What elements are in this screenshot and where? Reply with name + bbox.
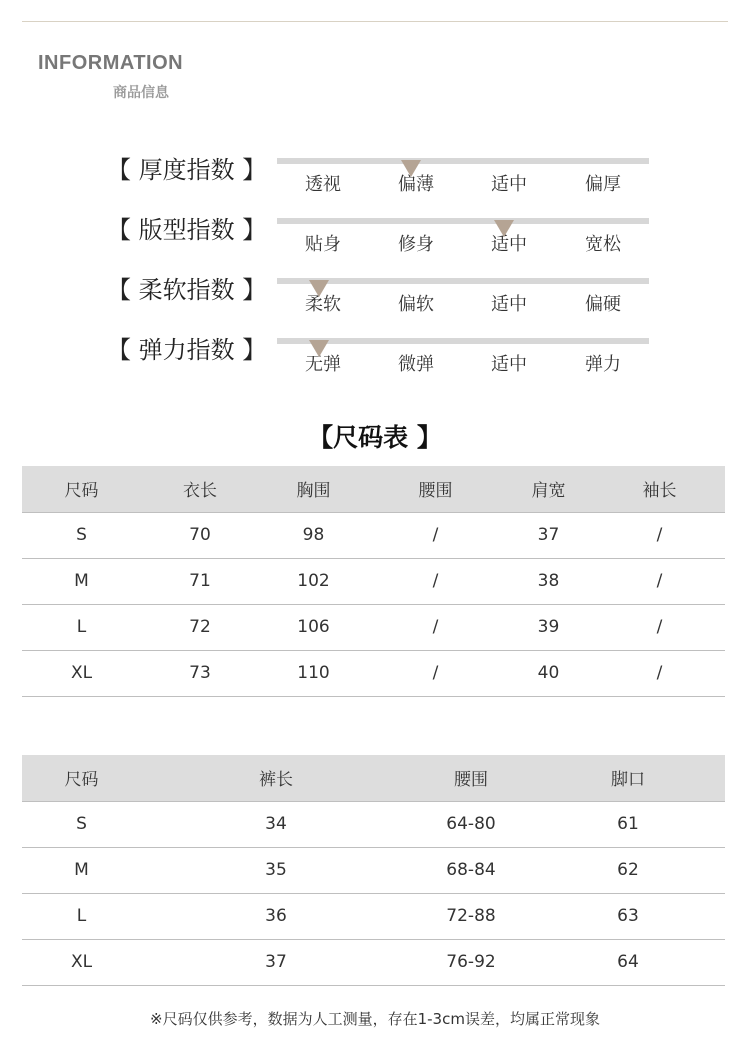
table-cell: 40 bbox=[503, 650, 594, 696]
table-header-cell: 袖长 bbox=[594, 466, 725, 512]
metric-option: 偏厚 bbox=[585, 174, 621, 195]
table-cell: XL bbox=[22, 939, 141, 985]
table-cell: 102 bbox=[259, 558, 368, 604]
table-header-cell: 肩宽 bbox=[503, 466, 594, 512]
metric-option: 适中 bbox=[491, 174, 527, 195]
table-cell: 37 bbox=[503, 512, 594, 558]
metric-label: 【 柔软指数 】 bbox=[107, 276, 267, 304]
table-cell: M bbox=[22, 847, 141, 893]
table-header-cell: 腰围 bbox=[368, 466, 503, 512]
table-cell: S bbox=[22, 801, 141, 847]
metric-option: 偏硬 bbox=[585, 294, 621, 315]
table-cell: 34 bbox=[141, 801, 411, 847]
metric-option: 适中 bbox=[491, 234, 527, 255]
metric-option: 微弹 bbox=[398, 354, 434, 375]
metric-option: 偏薄 bbox=[398, 174, 434, 195]
metric-row bbox=[0, 270, 750, 330]
table-cell: 76-92 bbox=[411, 939, 531, 985]
table-cell: 64 bbox=[531, 939, 725, 985]
table-cell: / bbox=[594, 558, 725, 604]
metric-label: 【 厚度指数 】 bbox=[107, 156, 267, 184]
metric-label: 【 弹力指数 】 bbox=[107, 336, 267, 364]
table-header-cell: 尺码 bbox=[22, 466, 141, 512]
table-cell: 61 bbox=[531, 801, 725, 847]
table-header-cell: 腰围 bbox=[411, 755, 531, 801]
table-cell: L bbox=[22, 893, 141, 939]
metric-label: 【 版型指数 】 bbox=[107, 216, 267, 244]
table-row bbox=[22, 512, 725, 558]
table-cell: 64-80 bbox=[411, 801, 531, 847]
table-cell: 110 bbox=[259, 650, 368, 696]
metric-scale-bar bbox=[277, 338, 649, 344]
table-header-cell: 裤长 bbox=[141, 755, 411, 801]
table-cell: 70 bbox=[141, 512, 259, 558]
table-cell: 106 bbox=[259, 604, 368, 650]
table-cell: / bbox=[594, 650, 725, 696]
table-row bbox=[22, 939, 725, 985]
bottom-size-table bbox=[22, 755, 725, 986]
metric-level-marker bbox=[494, 220, 514, 237]
table-cell: S bbox=[22, 512, 141, 558]
table-cell: / bbox=[368, 558, 503, 604]
table-cell: 63 bbox=[531, 893, 725, 939]
metric-scale-bar bbox=[277, 158, 649, 164]
metric-level-marker bbox=[401, 160, 421, 177]
table-header-cell: 尺码 bbox=[22, 755, 141, 801]
size-disclaimer: ※尺码仅供参考，数据为人工测量，存在1-3cm误差，均属正常现象 bbox=[150, 1010, 600, 1028]
table-cell: / bbox=[594, 512, 725, 558]
table-cell: 71 bbox=[141, 558, 259, 604]
table-cell: 98 bbox=[259, 512, 368, 558]
table-cell: XL bbox=[22, 650, 141, 696]
table-cell: / bbox=[368, 512, 503, 558]
metric-level-marker bbox=[309, 340, 329, 357]
top-divider bbox=[22, 21, 728, 22]
metric-level-marker bbox=[309, 280, 329, 297]
table-header-cell: 胸围 bbox=[259, 466, 368, 512]
metric-option: 适中 bbox=[491, 354, 527, 375]
metric-option: 透视 bbox=[305, 174, 341, 195]
table-cell: 36 bbox=[141, 893, 411, 939]
metric-option: 无弹 bbox=[305, 354, 341, 375]
table-row bbox=[22, 801, 725, 847]
table-cell: 72-88 bbox=[411, 893, 531, 939]
metric-row bbox=[0, 150, 750, 210]
table-cell: 62 bbox=[531, 847, 725, 893]
table-cell: 73 bbox=[141, 650, 259, 696]
table-cell: 35 bbox=[141, 847, 411, 893]
table-cell: / bbox=[368, 604, 503, 650]
metric-option: 宽松 bbox=[585, 234, 621, 255]
size-chart-title: 【尺码表 】 bbox=[308, 423, 442, 452]
table-row bbox=[22, 558, 725, 604]
table-header-cell: 脚口 bbox=[531, 755, 725, 801]
info-title: INFORMATION bbox=[38, 52, 184, 74]
metric-scale-bar bbox=[277, 278, 649, 284]
table-cell: 38 bbox=[503, 558, 594, 604]
table-row bbox=[22, 604, 725, 650]
table-header-row bbox=[22, 755, 725, 801]
info-subtitle: 商品信息 bbox=[113, 85, 169, 101]
table-row bbox=[22, 650, 725, 696]
metric-row bbox=[0, 330, 750, 390]
table-row bbox=[22, 893, 725, 939]
metric-option: 弹力 bbox=[585, 354, 621, 375]
table-cell: / bbox=[594, 604, 725, 650]
table-cell: 68-84 bbox=[411, 847, 531, 893]
table-header-cell: 衣长 bbox=[141, 466, 259, 512]
top-size-table bbox=[22, 466, 725, 697]
table-row bbox=[22, 847, 725, 893]
table-cell: 72 bbox=[141, 604, 259, 650]
metric-option: 偏软 bbox=[398, 294, 434, 315]
table-cell: / bbox=[368, 650, 503, 696]
metric-option: 贴身 bbox=[305, 234, 341, 255]
table-cell: 37 bbox=[141, 939, 411, 985]
metric-option: 修身 bbox=[398, 234, 434, 255]
table-header-row bbox=[22, 466, 725, 512]
table-cell: L bbox=[22, 604, 141, 650]
table-cell: M bbox=[22, 558, 141, 604]
table-cell: 39 bbox=[503, 604, 594, 650]
metric-scale-bar bbox=[277, 218, 649, 224]
metric-row bbox=[0, 210, 750, 270]
metric-option: 适中 bbox=[491, 294, 527, 315]
metric-option: 柔软 bbox=[305, 294, 341, 315]
